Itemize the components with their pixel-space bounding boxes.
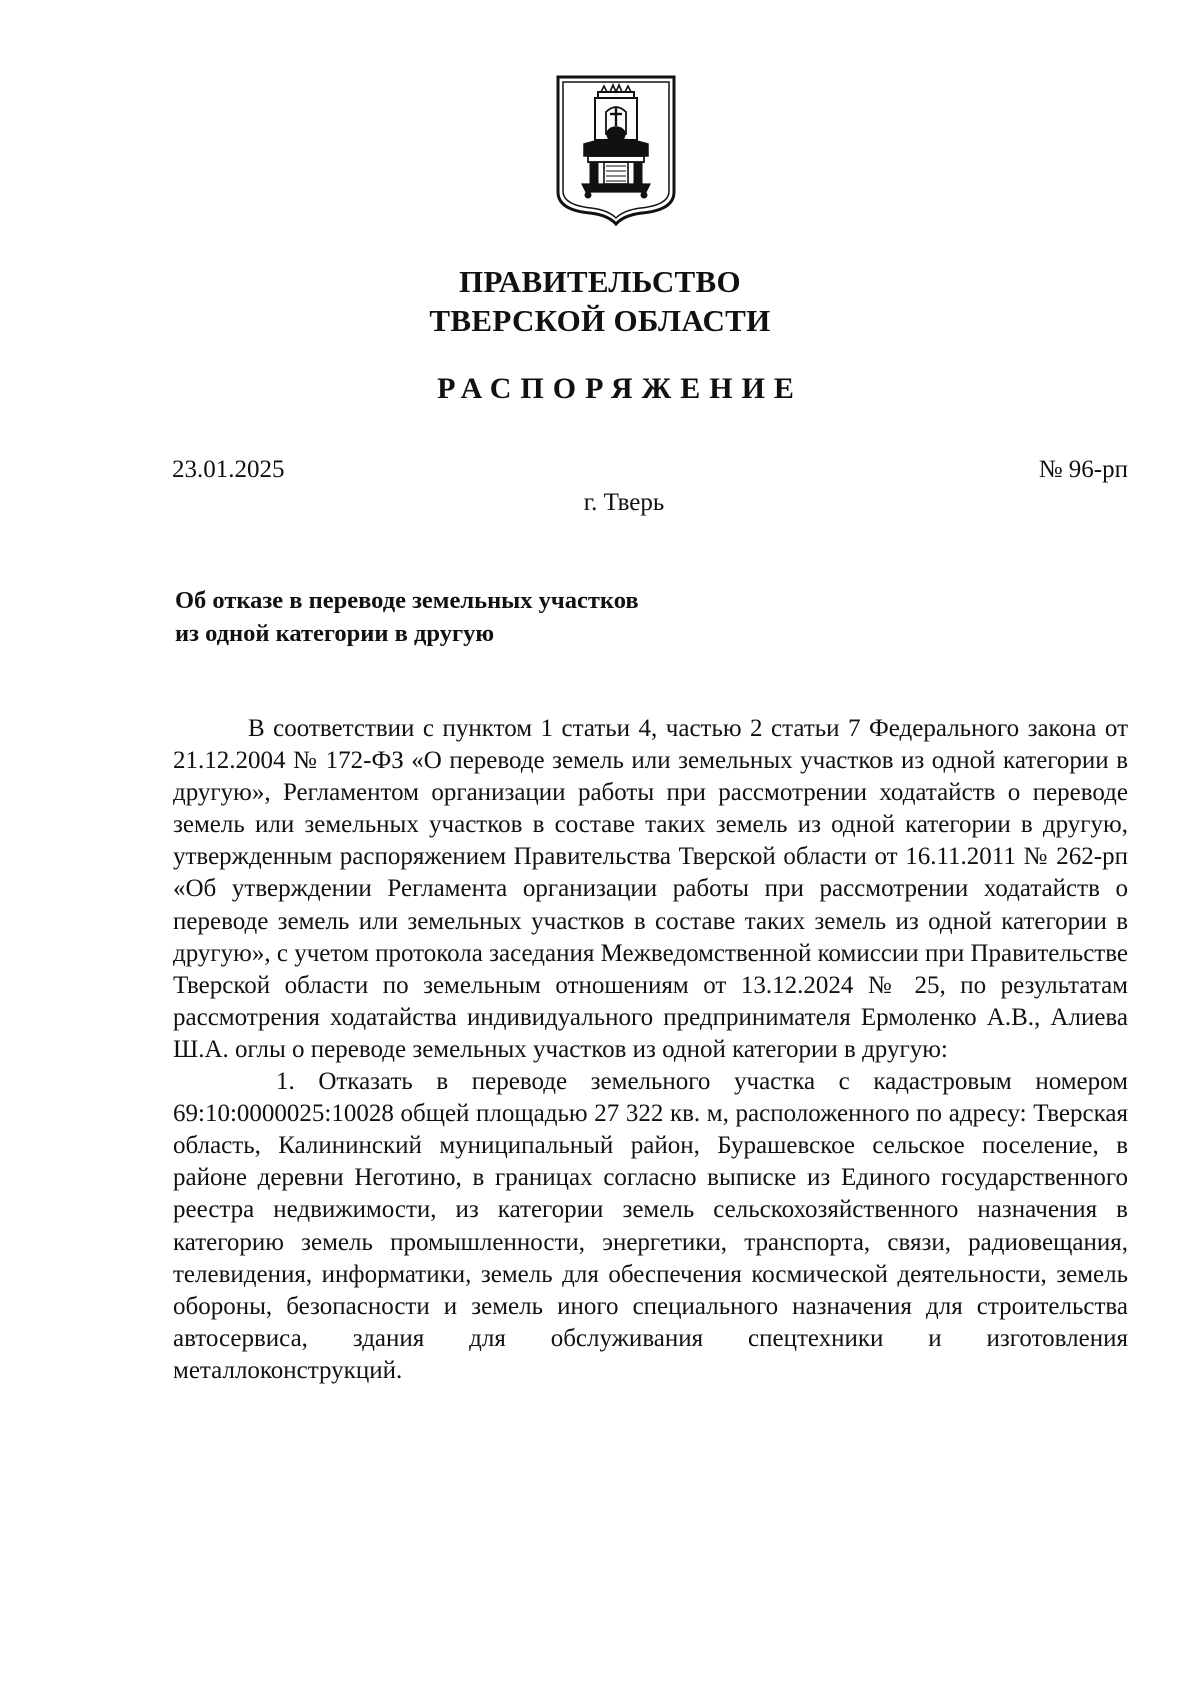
item-1-paragraph: 1. Отказать в переводе земельного участка с кадастровым номером 69:10:0000025:10028 общей площадью 27 322 кв. м, расположенного по адресу: Тверская область, Калининский муниципальный район, Бурашевское сельское поселение, в районе деревни Неготино, в границах согласно выписке из Единого государственного реестра недвижимости, из категории земель сельскохозяйственного назначения в категорию земель промышленности, энергетики, транспорта, связи, радиовещания, телевидения, информатики, земель для обеспечения космической деятельности, земель обороны, безопасности и земель иного специального назначения для строительства автосервиса, здания для обслуживания спецтехники и изготовления металлоконструкций.	[173, 1068, 1128, 1384]
government-title-line1: ПРАВИТЕЛЬСТВО	[459, 264, 741, 299]
document-date: 23.01.2025	[172, 456, 285, 483]
government-title	[0, 262, 1200, 340]
coat-of-arms-icon	[554, 74, 678, 230]
document-number: № 96-рп	[1038, 456, 1128, 483]
document-type: РАСПОРЯЖЕНИЕ	[437, 372, 803, 405]
preamble-paragraph: В соответствии с пунктом 1 статьи 4, частью 2 статьи 7 Федерального закона от 21.12.2004 № 172-ФЗ «О переводе земель или земельных участков из одной категории в другую», Регламентом организации работы при рассмотрении ходатайств о переводе земель или земельных участков в составе таких земель из одной категории в другую, утвержденным распоряжением Правительства Тверской области от 16.11.2011 № 262-рп «Об утверждении Регламента организации работы при рассмотрении ходатайств о переводе земель или земельных участков в составе таких земель из одной категории в другую», с учетом протокола заседания Межведомственной комиссии при Правительстве Тверской области по земельным отношениям от 13.12.2024 № 25, по результатам рассмотрения ходатайства индивидуального предпринимателя Ермоленко А.В., Алиева Ш.А. оглы о переводе земельных участков из одной категории в другую:	[173, 715, 1128, 1063]
document-body	[173, 713, 1128, 1387]
government-title-line2: ТВЕРСКОЙ ОБЛАСТИ	[429, 303, 771, 338]
document-city: г. Тверь	[583, 489, 665, 516]
subject-line1: Об отказе в переводе земельных участков	[175, 587, 639, 614]
document-subject	[175, 584, 639, 650]
subject-line2: из одной категории в другую	[175, 620, 495, 647]
